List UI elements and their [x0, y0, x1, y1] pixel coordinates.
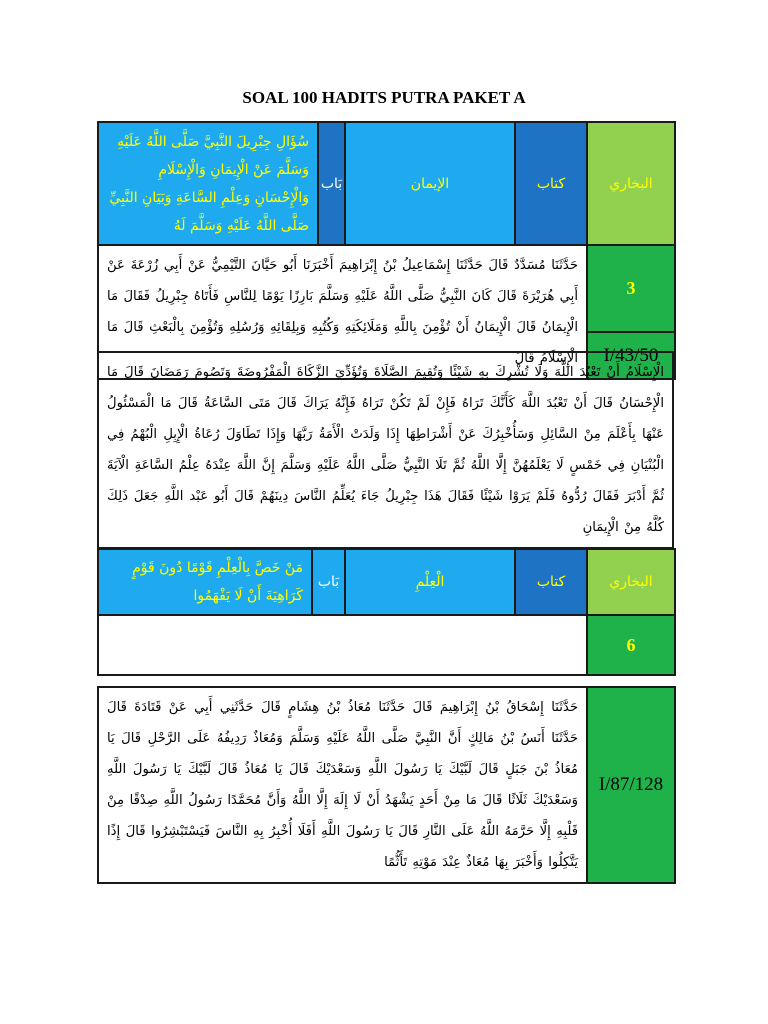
kitab-label: البخاري [609, 175, 653, 192]
bab-title: مَنْ خَصَّ بِالْعِلْمِ قَوْمًا دُونَ قَوْمٍ كَرَاهِيَةَ أَنْ لَا يَفْهَمُوا [132, 560, 303, 604]
hadith-text-cell [98, 352, 673, 548]
page-title: SOAL 100 HADITS PUTRA PAKET A [242, 88, 526, 107]
hadith-block-2 [97, 351, 674, 549]
kitab-name-cell [345, 549, 515, 615]
bab-title-cell [98, 122, 318, 245]
kitab-name: الإيمان [410, 175, 450, 192]
hadith-text: حَدَّثَنَا إِسْحَاقُ بْنُ إِبْرَاهِيمَ قَالَ حَدَّثَنَا مُعَاذُ بْنُ هِشَامٍ قَالَ حَدَّثَنِي أَبِي عَنْ قَتَادَةَ قَالَ حَدَّثَنَا أَنَسُ بْنُ مَالِكٍ أَنَّ النَّبِيَّ صَلَّى اللَّهُ عَلَيْهِ وَسَلَّمَ وَمُعَاذٌ رَدِيفُهُ عَلَى الرَّحْلِ قَالَ يَا مُعَاذُ بْنَ جَبَلٍ قَالَ لَبَّيْكَ يَا رَسُولَ اللَّهِ وَسَعْدَيْكَ قَالَ يَا مُعَاذُ قَالَ لَبَّيْكَ يَا رَسُولَ اللَّهِ وَسَعْدَيْكَ ثَلَاثًا قَالَ مَا مِنْ أَحَدٍ يَشْهَدُ أَنْ لَا إِلَهَ إِلَّا اللَّهُ وَأَنَّ مُحَمَّدًا رَسُولُ اللَّهِ صِدْقًا مِنْ قَلْبِهِ إِلَّا حَرَّمَهُ اللَّهُ عَلَى النَّارِ قَالَ يَا رَسُولَ اللَّهِ أَفَلَا أُخْبِرُ بِهِ النَّاسَ فَيَسْتَبْشِرُوا قَالَ إِذًا يَتَّكِلُوا وَأَخْبَرَ بِهَا مُعَاذٌ عِنْدَ مَوْتِهِ تَأَثُّمًا [107, 700, 578, 870]
kitab-word: كتاب [536, 574, 566, 590]
bab-title-cell [98, 549, 312, 615]
number-cell [587, 615, 675, 675]
hadith-text-cell [98, 687, 587, 883]
bab-title: سُؤَالِ جِبْرِيلَ النَّبِيَّ صَلَّى اللَّهُ عَلَيْهِ وَسَلَّمَ عَنْ الْإِيمَانِ وَالْإِسْلَامِ وَالْإِحْسَانِ وَعِلْمِ السَّاعَةِ وَبَيَانِ النَّبِيِّ صَلَّى اللَّهُ عَلَيْهِ وَسَلَّمَ لَهُ [109, 133, 309, 234]
kitab-word-cell [515, 122, 587, 245]
empty-text-cell [98, 615, 587, 675]
reference-cell [587, 687, 675, 883]
kitab-label-cell [587, 549, 675, 615]
kitab-name-cell [345, 122, 515, 245]
kitab-label: البخاري [609, 574, 653, 590]
hadith-block-3 [97, 548, 676, 676]
bab-word: بَاب [317, 574, 340, 590]
bab-word-cell [318, 122, 345, 245]
hadith-text: الْإِسْلَامُ أَنْ تَعْبُدَ اللَّهَ وَلَا تُشْرِكَ بِهِ شَيْئًا وَتُقِيمَ الصَّلَاةَ وَتُؤَدِّيَ الزَّكَاةَ الْمَفْرُوضَةَ وَتَصُومَ رَمَضَانَ قَالَ مَا الْإِحْسَانُ قَالَ أَنْ تَعْبُدَ اللَّهَ كَأَنَّكَ تَرَاهُ فَإِنْ لَمْ تَكُنْ تَرَاهُ فَإِنَّهُ يَرَاكَ قَالَ مَتَى السَّاعَةُ قَالَ مَا الْمَسْئُولُ عَنْهَا بِأَعْلَمَ مِنْ السَّائِلِ وَسَأُخْبِرُكَ عَنْ أَشْرَاطِهَا إِذَا وَلَدَتْ الْأَمَةُ رَبَّهَا وَإِذَا تَطَاوَلَ رُعَاةُ الْإِبِلِ الْبُهْمُ فِي الْبُنْيَانِ فِي خَمْسٍ لَا يَعْلَمُهُنَّ إِلَّا اللَّهُ ثُمَّ تَلَا النَّبِيُّ صَلَّى اللَّهُ عَلَيْهِ وَسَلَّمَ إِنَّ اللَّهَ عِنْدَهُ عِلْمُ السَّاعَةِ الْآيَةَ ثُمَّ أَدْبَرَ فَقَالَ رُدُّوهُ فَلَمْ يَرَوْا شَيْئًا فَقَالَ هَذَا جِبْرِيلُ جَاءَ يُعَلِّمُ النَّاسَ دِينَهُمْ قَالَ أَبُو عَبْد اللَّهِ جَعَلَ ذَلِكَ كُلَّهُ مِنْ الْإِيمَانِ [107, 365, 664, 535]
bab-word-cell [312, 549, 345, 615]
hadith-reference: I/43/50 [603, 344, 659, 366]
hadith-reference: I/87/128 [598, 774, 664, 795]
hadith-number: 3 [626, 278, 636, 299]
kitab-label-cell [587, 122, 675, 245]
kitab-name: الْعِلْمِ [415, 574, 445, 590]
hadith-block-4 [97, 686, 676, 884]
hadith-block-1 [97, 121, 676, 380]
number-cell [587, 245, 675, 332]
bab-word: بَاب [320, 175, 343, 192]
hadith-number: 6 [626, 634, 636, 655]
kitab-word: كتاب [536, 175, 566, 192]
hadith-text: حَدَّثَنَا مُسَدَّدٌ قَالَ حَدَّثَنَا إِسْمَاعِيلُ بْنُ إِبْرَاهِيمَ أَخْبَرَنَا أَبُو حَيَّانَ التَّيْمِيُّ عَنْ أَبِي زُرْعَةَ عَنْ أَبِي هُرَيْرَةَ قَالَ كَانَ النَّبِيُّ صَلَّى اللَّهُ عَلَيْهِ وَسَلَّمَ بَارِزًا يَوْمًا لِلنَّاسِ فَأَتَاهُ جِبْرِيلُ فَقَالَ مَا الْإِيمَانُ قَالَ الْإِيمَانُ أَنْ تُؤْمِنَ بِاللَّهِ وَمَلَائِكَتِهِ وَكُتُبِهِ وَبِلِقَائِهِ وَرُسُلِهِ وَتُؤْمِنَ بِالْبَعْثِ قَالَ مَا الْإِسْلَامُ قَالَ [107, 258, 578, 366]
kitab-word-cell [515, 549, 587, 615]
